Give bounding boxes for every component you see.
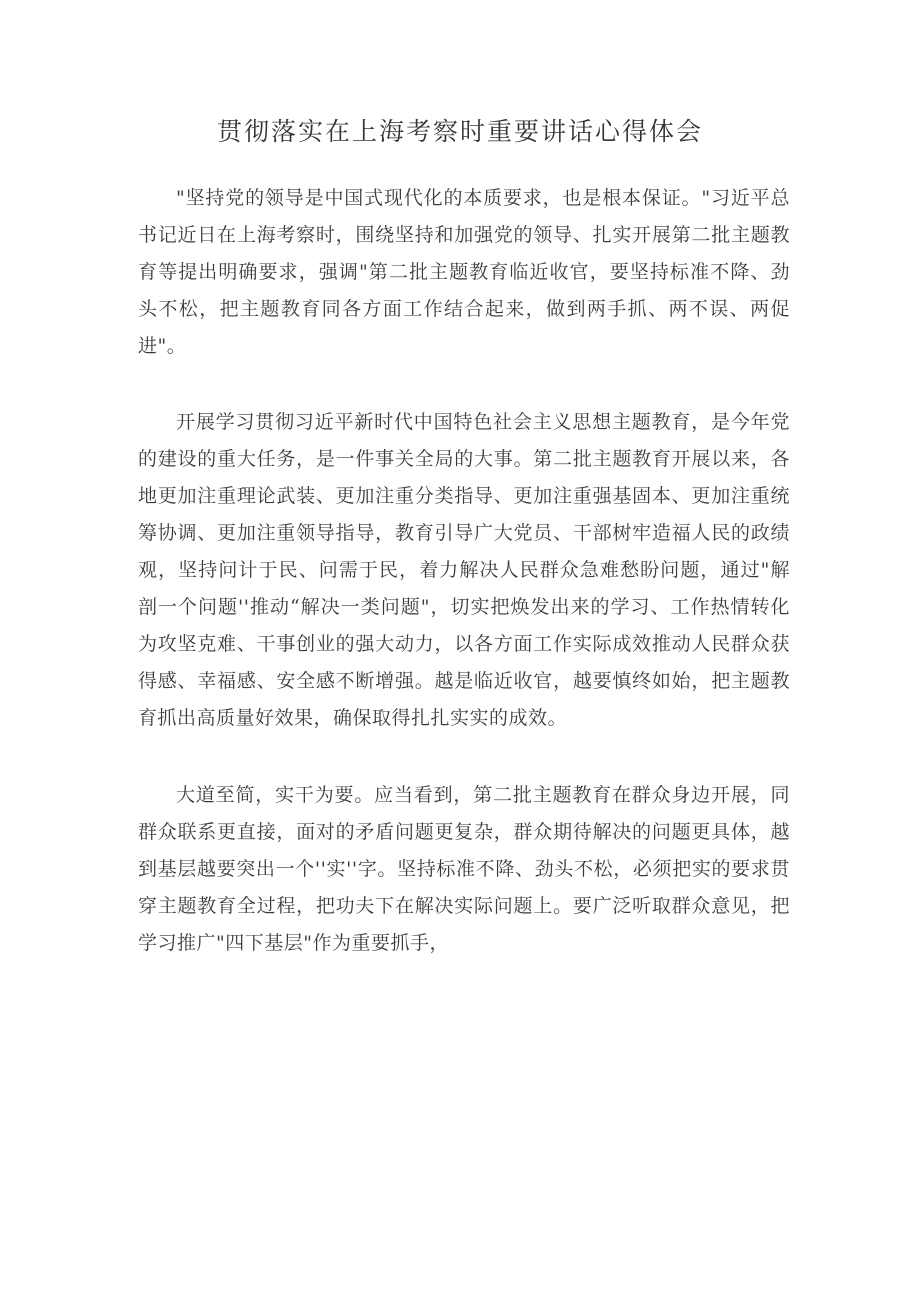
paragraph-1: "坚持党的领导是中国式现代化的本质要求，也是根本保证。"习近平总书记近日在上海考察时，围绕坚持和加强党的领导、扎实开展第二批主题教育等提出明确要求，强调"第二批主题教育临近收官，要坚持标准不降、劲头不松，把主题教育同各方面工作结合起来，做到两手抓、两不误、两促进"。: [138, 187, 790, 357]
paragraph-3: 大道至简，实干为要。应当看到，第二批主题教育在群众身边开展，同群众联系更直接，面对的矛盾问题更复杂，群众期待解决的问题更具体，越到基层越要突出一个''实''字。坚持标准不降、劲头不松，必须把实的要求贯穿主题教育全过程，把功夫下在解决实际问题上。要广泛听取群众意见，把学习推广"四下基层"作为重要抓手，: [138, 784, 790, 954]
document-title: 贯彻落实在上海考察时重要讲话心得体会: [216, 117, 703, 146]
document-body: [138, 180, 790, 962]
paragraph-2: 开展学习贯彻习近平新时代中国特色社会主义思想主题教育，是今年党的建设的重大任务，是一件事关全局的大事。第二批主题教育开展以来，各地更加注重理论武装、更加注重分类指导、更加注重强基固本、更加注重统筹协调、更加注重领导指导，教育引导广大党员、干部树牢造福人民的政绩观，坚持问计于民、问需于民，着力解决人民群众急难愁盼问题，通过"解剖一个问题''推动“解决一类问题"，切实把焕发出来的学习、工作热情转化为攻坚克难、干事创业的强大动力，以各方面工作实际成效推动人民群众获得感、幸福感、安全感不断增强。越是临近收官，越要慎终如始，把主题教育抓出高质量好效果，确保取得扎扎实实的成效。: [138, 411, 790, 729]
